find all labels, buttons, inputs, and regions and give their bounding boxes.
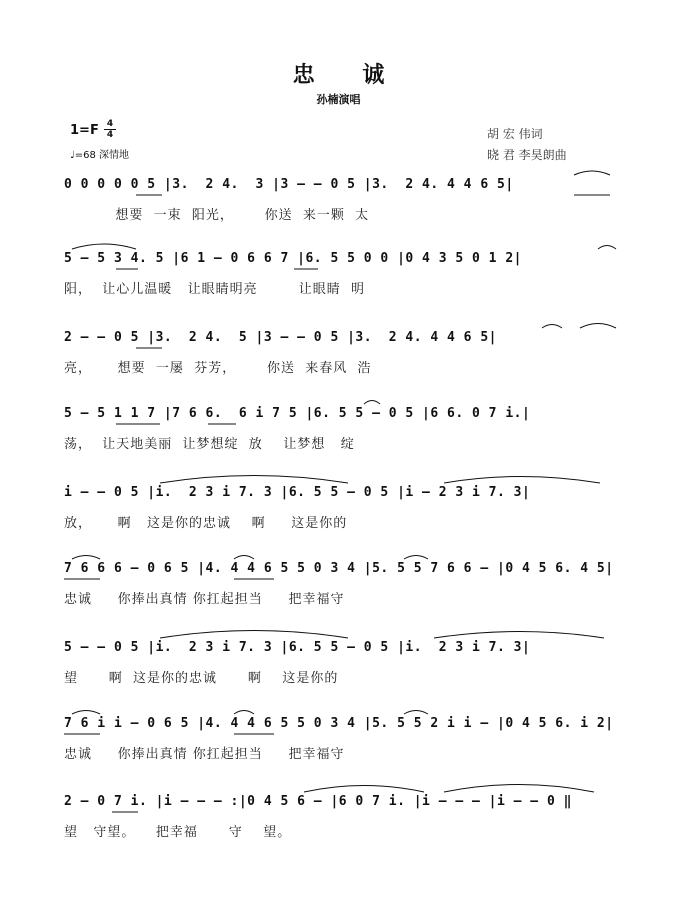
notation-line: 2 – – 0 5 |3. 2 4. 5 |3 – – 0 5 |3. 2 4. 4 4 6 5| (64, 330, 497, 345)
lyricist-credit: 胡 宏 伟词 (487, 127, 543, 141)
notation-line: 5 – – 0 5 |i. 2 3 i 7. 3 |6. 5 5 – 0 5 |i. 2 3 i 7. 3| (64, 640, 531, 655)
lyric-line: 望 守望。 把幸福 守 望。 (64, 825, 292, 840)
tempo-marking: ♩=68 深情地 (70, 150, 129, 161)
lyric-line: 想要 一束 阳光， 你送 来一颗 太 (64, 208, 370, 223)
time-signature-top: 4 (106, 119, 114, 129)
lyric-line: 放， 啊 这是你的忠诚 啊 这是你的 (64, 516, 348, 531)
time-signature-bottom: 4 (106, 130, 114, 140)
lyric-line: 阳， 让心儿温暖 让眼睛明亮 让眼睛 明 (64, 282, 365, 297)
notation-line: 2 – 0 7 i. |i – – – :|0 4 5 6 – |6 0 7 i. |i – – – |i – – 0 ‖ (64, 794, 572, 809)
lyric-line: 亮， 想要 一屡 芬芳， 你送 来春风 浩 (64, 361, 372, 376)
lyric-line: 忠诚 你捧出真情 你扛起担当 把幸福守 (64, 747, 345, 762)
lyric-line: 望 啊 这是你的忠诚 啊 这是你的 (64, 671, 339, 686)
singer-credit: 孙楠演唱 (316, 93, 361, 106)
composer-credit: 晓 君 李昊朗曲 (487, 148, 567, 162)
time-signature (103, 119, 117, 140)
lyric-line: 荡， 让天地美丽 让梦想绽 放 让梦想 绽 (64, 437, 355, 452)
notation-line: 5 – 5 3 4. 5 |6 1 – 0 6 6 7 |6. 5 5 0 0 |0 4 3 5 0 1 2| (64, 251, 522, 266)
notation-line: 7 6 i i – 0 6 5 |4. 4 4 6 5 5 0 3 4 |5. 5 5 2 i i – |0 4 5 6. i 2| (64, 716, 614, 731)
song-title: 忠 诚 (292, 63, 405, 88)
notation-line: 0 0 0 0 0 5 |3. 2 4. 3 |3 – – 0 5 |3. 2 4. 4 4 6 5| (64, 177, 514, 192)
notation-line: 7 6 6 6 – 0 6 5 |4. 4 4 6 5 5 0 3 4 |5. 5 5 7 6 6 – |0 4 5 6. 4 5| (64, 561, 614, 576)
notation-line: 5 – 5 1 1 7 |7 6 6. 6 i 7 5 |6. 5 5 – 0 5 |6 6. 0 7 i.| (64, 406, 531, 421)
lyric-line: 忠诚 你捧出真情 你扛起担当 把幸福守 (64, 592, 345, 607)
notation-line: i – – 0 5 |i. 2 3 i 7. 3 |6. 5 5 – 0 5 |i – 2 3 i 7. 3| (64, 485, 531, 500)
key-signature: 1=F (70, 123, 99, 138)
credits (487, 124, 567, 166)
